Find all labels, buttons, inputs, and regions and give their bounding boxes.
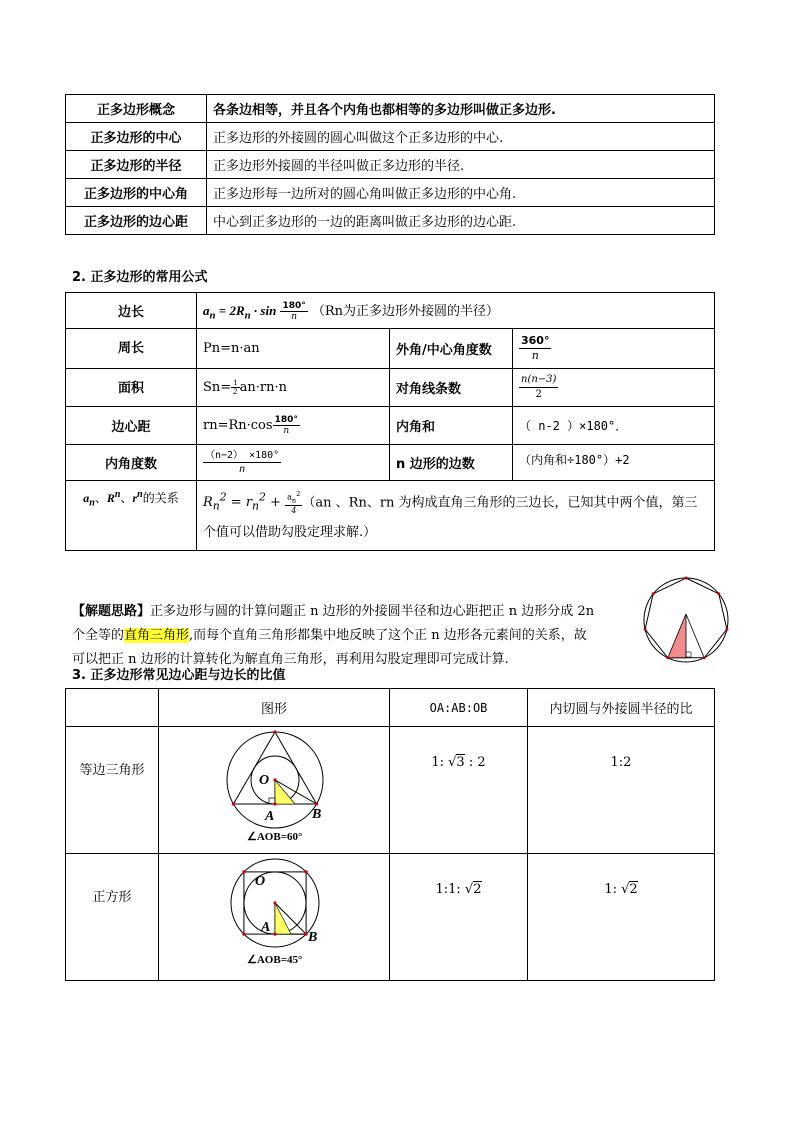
row-name: 正方形 — [66, 854, 159, 981]
solution-idea: 【解题思路】正多边形与圆的计算问题正 n 边形的外接圆半径和边心距把正 n 边形分成 2n 个全等的直角三角形,而每个直角三角形都集中地反映了这个正 n 边形各元素间的关系，故 可以把正 n 边形的计算转化为解直角三角形，再利用勾股定理即可完成计算. — [72, 604, 595, 667]
perimeter-label: 周长 — [66, 329, 197, 369]
square-diagram — [219, 855, 329, 975]
definition-cell: 正多边形每一边所对的圆心角叫做正多边形的中心角. — [207, 179, 715, 207]
side-note: （Rn为正多边形外接圆的半径） — [311, 303, 500, 319]
header-ratio: OA:AB:OB — [390, 689, 528, 727]
interior-sum-formula: （ n-2 ）×180°． — [513, 407, 715, 445]
header-empty — [66, 689, 159, 727]
definition-cell: 各条边相等，并且各个内角也都相等的多边形叫做正多边形. — [207, 95, 715, 123]
interior-sum-label: 内角和 — [390, 407, 513, 445]
diag-formula: $\frac{n(n-3)}{2}$ — [513, 369, 715, 407]
header-figure: 图形 — [159, 689, 390, 727]
row-name: 等边三角形 — [66, 727, 159, 854]
triangle-diagram — [219, 728, 329, 848]
area-formula: Sn= $\frac{1}{2}$ an·rn·n — [197, 369, 390, 407]
definition-cell: 中心到正多边形的一边的距离叫做正多边形的边心距. — [207, 207, 715, 235]
diag-label: 对角线条数 — [390, 369, 513, 407]
relation-formula: $R_n^2 = r_n^2$ + $\frac{a_n^2}{4}$ （an 、Rn、rn 为构成直角三角形的三边长，已知其中两个值，第三个值可以借助勾股定理求解.） — [197, 481, 715, 551]
sides-label: n 边形的边数 — [390, 445, 513, 481]
heptagon-figure — [640, 574, 732, 666]
ratio-value: 1: √3 : 2 — [390, 727, 528, 854]
angle-label: ∠AOB=45° — [247, 954, 303, 966]
perimeter-formula: Pn=n·an — [197, 329, 390, 369]
square-figure-cell — [159, 854, 390, 981]
definitions-table — [65, 94, 715, 235]
label-o: O — [259, 773, 270, 788]
label-a: A — [261, 920, 271, 935]
relation-label: $a_n$、$R^n$、$r^n$的关系 — [66, 481, 197, 551]
sides-formula: （内角和÷180°）+2 — [513, 445, 715, 481]
label-o: O — [255, 874, 266, 889]
apothem-formula: rn=Rn·cos $\frac{180^\circ}{n}$ — [197, 407, 390, 445]
ratio-table — [65, 688, 715, 981]
ext-angle-formula: $\frac{360^\circ}{n}$ — [513, 329, 715, 369]
circle-ratio-value: 1: √2 — [528, 854, 715, 981]
definition-cell: 正多边形的外接圆的圆心叫做这个正多边形的中心. — [207, 123, 715, 151]
triangle-figure-cell — [159, 727, 390, 854]
ratio-value: 1:1: √2 — [390, 854, 528, 981]
label-a: A — [265, 809, 275, 824]
area-label: 面积 — [66, 369, 197, 407]
label-b: B — [312, 807, 322, 822]
formulas-table — [65, 292, 715, 551]
term-cell: 正多边形的中心角 — [66, 179, 207, 207]
term-cell: 正多边形的半径 — [66, 151, 207, 179]
term-cell: 正多边形的边心距 — [66, 207, 207, 235]
header-circle-ratio: 内切圆与外接圆半径的比 — [528, 689, 715, 727]
definition-cell: 正多边形外接圆的半径叫做正多边形的半径. — [207, 151, 715, 179]
idea-tag: 【解题思路】 — [72, 604, 151, 619]
side-label: 边长 — [66, 293, 197, 329]
section-3-title: 3. 正多边形常见边心距与边长的比值 — [72, 668, 286, 683]
term-cell: 正多边形概念 — [66, 95, 207, 123]
highlight-text: 直角三角形 — [124, 628, 190, 643]
ext-angle-label: 外角/中心角度数 — [390, 329, 513, 369]
term-cell: 正多边形的中心 — [66, 123, 207, 151]
angle-label: ∠AOB=60° — [247, 831, 303, 843]
section-2-title: 2. 正多边形的常用公式 — [72, 270, 208, 285]
apothem-label: 边心距 — [66, 407, 197, 445]
label-b: B — [308, 930, 318, 945]
side-formula: $a_n = 2R_n \cdot \sin$ $\frac{180^\circ}{n}$ （Rn为正多边形外接圆的半径） — [197, 293, 715, 329]
interior-deg-label: 内角度数 — [66, 445, 197, 481]
circle-ratio-value: 1:2 — [528, 727, 715, 854]
interior-deg-formula: $\frac{(n-2) \times 180^\circ}{n}$ — [197, 445, 390, 481]
